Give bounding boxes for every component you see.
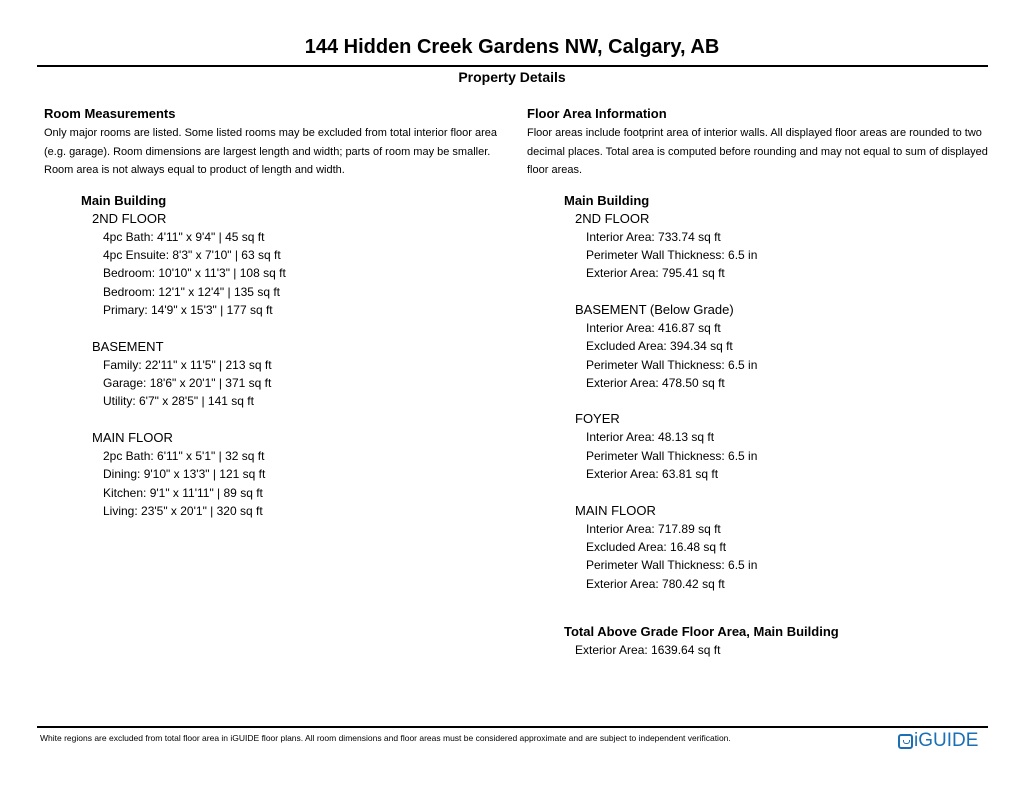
building-heading: Main Building bbox=[81, 192, 167, 208]
room-item: Living: 23'5" x 20'1" | 320 sq ft bbox=[103, 503, 263, 518]
area-item: Interior Area: 733.74 sq ft bbox=[586, 229, 721, 244]
floor-heading: BASEMENT bbox=[92, 338, 164, 354]
total-area-heading: Total Above Grade Floor Area, Main Building bbox=[564, 624, 839, 640]
footer-divider bbox=[37, 726, 988, 728]
room-item: Primary: 14'9" x 15'3" | 177 sq ft bbox=[103, 303, 273, 318]
iguide-logo bbox=[898, 730, 978, 752]
total-area-block bbox=[564, 623, 993, 659]
area-item: Interior Area: 48.13 sq ft bbox=[586, 430, 715, 445]
page-title: 144 Hidden Creek Gardens NW, Calgary, AB bbox=[304, 36, 720, 58]
area-building-block bbox=[564, 192, 993, 594]
room-item: Utility: 6'7" x 28'5" | 141 sq ft bbox=[103, 394, 254, 409]
area-item: Interior Area: 717.89 sq ft bbox=[586, 521, 721, 536]
floor-main bbox=[92, 429, 510, 521]
area-item: Exterior Area: 780.42 sq ft bbox=[586, 576, 725, 591]
building-heading: Main Building bbox=[564, 192, 650, 208]
area-item: Interior Area: 416.87 sq ft bbox=[586, 320, 721, 335]
page-subtitle: Property Details bbox=[458, 69, 566, 85]
total-area-value: Exterior Area: 1639.64 sq ft bbox=[575, 643, 721, 658]
iguide-logo-icon bbox=[898, 734, 913, 749]
floor-heading: 2ND FLOOR bbox=[92, 210, 167, 226]
iguide-logo-text: iGUIDE bbox=[914, 730, 979, 751]
room-item: Bedroom: 10'10" x 11'3" | 108 sq ft bbox=[103, 266, 286, 281]
note-line: floor areas. bbox=[527, 164, 583, 176]
area-item: Exterior Area: 63.81 sq ft bbox=[586, 467, 719, 482]
area-floor-foyer bbox=[575, 410, 993, 483]
area-item: Perimeter Wall Thickness: 6.5 in bbox=[586, 247, 758, 262]
area-item: Perimeter Wall Thickness: 6.5 in bbox=[586, 558, 758, 573]
floor-area-heading: Floor Area Information bbox=[527, 106, 667, 121]
room-item: 4pc Bath: 4'11" x 9'4" | 45 sq ft bbox=[103, 229, 265, 244]
footer-disclaimer: White regions are excluded from total floor area in iGUIDE floor plans. All room dimensions and floor areas must be considered approximate and are subject to independent verification. bbox=[40, 733, 731, 743]
note-line: Only major rooms are listed. Some listed rooms may be excluded from total interior floor area bbox=[44, 127, 498, 139]
room-item: Garage: 18'6" x 20'1" | 371 sq ft bbox=[103, 375, 272, 390]
area-item: Exterior Area: 478.50 sq ft bbox=[586, 375, 725, 390]
note-line: decimal places. Total area is computed before rounding and may not equal to sum of displayed bbox=[527, 145, 988, 158]
floor-heading: MAIN FLOOR bbox=[575, 502, 656, 518]
area-floor-basement bbox=[575, 301, 993, 393]
area-item: Perimeter Wall Thickness: 6.5 in bbox=[586, 448, 758, 463]
floor-area-section bbox=[527, 106, 993, 660]
room-measurements-section bbox=[44, 106, 510, 538]
note-line: Floor areas include footprint area of interior walls. All displayed floor areas are rounded to two bbox=[527, 127, 982, 139]
room-item: Kitchen: 9'1" x 11'11" | 89 sq ft bbox=[103, 485, 263, 500]
floor-heading: MAIN FLOOR bbox=[92, 429, 173, 445]
room-measurements-heading: Room Measurements bbox=[44, 106, 176, 121]
area-floor-main bbox=[575, 502, 993, 594]
room-item: Bedroom: 12'1" x 12'4" | 135 sq ft bbox=[103, 284, 280, 299]
note-line: Room area is not always equal to product of length and width. bbox=[44, 164, 345, 176]
area-item: Excluded Area: 394.34 sq ft bbox=[586, 339, 733, 354]
note-line: (e.g. garage). Room dimensions are largest length and width; parts of room may be smaller. bbox=[44, 145, 491, 158]
floor-heading: 2ND FLOOR bbox=[575, 210, 650, 226]
room-item: 4pc Ensuite: 8'3" x 7'10" | 63 sq ft bbox=[103, 247, 281, 262]
floor-heading: BASEMENT (Below Grade) bbox=[575, 301, 734, 317]
floor-heading: FOYER bbox=[575, 411, 620, 427]
room-item: Family: 22'11" x 11'5" | 213 sq ft bbox=[103, 357, 272, 372]
room-item: 2pc Bath: 6'11" x 5'1" | 32 sq ft bbox=[103, 448, 265, 463]
floor-2nd bbox=[92, 210, 510, 320]
area-floor-2nd bbox=[575, 210, 993, 283]
area-item: Excluded Area: 16.48 sq ft bbox=[586, 539, 727, 554]
room-building-block bbox=[81, 192, 510, 521]
header-divider bbox=[37, 65, 988, 67]
room-item: Dining: 9'10" x 13'3" | 121 sq ft bbox=[103, 467, 266, 482]
floor-area-note bbox=[527, 124, 993, 180]
floor-basement bbox=[92, 338, 510, 411]
area-item: Exterior Area: 795.41 sq ft bbox=[586, 266, 725, 281]
area-item: Perimeter Wall Thickness: 6.5 in bbox=[586, 357, 758, 372]
room-measurements-note bbox=[44, 124, 510, 180]
